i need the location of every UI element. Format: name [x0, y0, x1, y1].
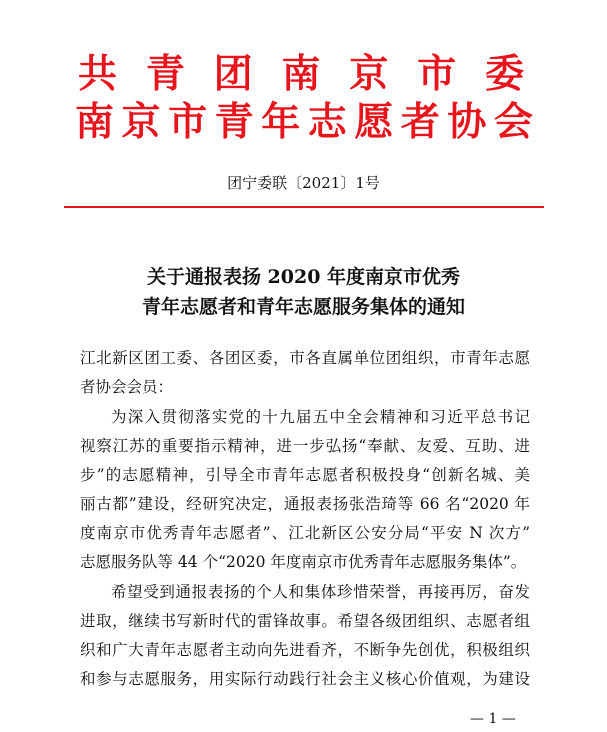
body-line-6: 丽古都”建设，经研究决定，通报表扬张浩琦等 66 名“2020 年 — [80, 495, 530, 513]
body-line-9: 希望受到通报表扬的个人和集体珍惜荣誉，再接再厉，奋发 — [111, 583, 530, 601]
issuer-name-line-1: 共青团南京市委 — [78, 51, 524, 97]
notice-title-line-2: 青年志愿者和青年志愿服务集体的通知 — [141, 296, 465, 318]
body-line-1: 江北新区团工委、各团区委，市各直属单位团组织，市青年志愿 — [80, 349, 530, 367]
issuer-name-line-2: 南京市青年志愿者协会 — [75, 99, 533, 145]
body-line-3: 为深入贯彻落实党的十九届五中全会精神和习近平总书记 — [111, 408, 530, 426]
page-number: — 1 — — [470, 711, 516, 727]
body-line-12: 和参与志愿服务，用实际行动践行社会主义核心价值观，为建设 — [80, 670, 530, 688]
document-number: 团宁委联〔2021〕1号 — [227, 174, 380, 192]
body-line-10: 进取，继续书写新时代的雷锋故事。希望各级团组织、志愿者组 — [80, 612, 530, 630]
body-line-7: 度南京市优秀青年志愿者”、江北新区公安分局“平安 N 次方” — [80, 524, 530, 542]
red-divider-rule — [64, 206, 544, 208]
body-line-4: 视察江苏的重要指示精神，进一步弘扬“奉献、友爱、互助、进 — [80, 437, 530, 455]
body-line-2: 者协会会员： — [80, 378, 174, 396]
notice-title-line-1: 关于通报表扬 2020 年度南京市优秀 — [146, 266, 461, 288]
body-line-5: 步”的志愿精神，引导全市青年志愿者积极投身“创新名城、美 — [80, 466, 530, 484]
body-line-11: 织和广大青年志愿者主动向先进看齐，不断争先创优，积极组织 — [80, 641, 530, 659]
body-line-8: 志愿服务队等 44 个“2020 年度南京市优秀青年志愿服务集体”。 — [80, 553, 527, 571]
